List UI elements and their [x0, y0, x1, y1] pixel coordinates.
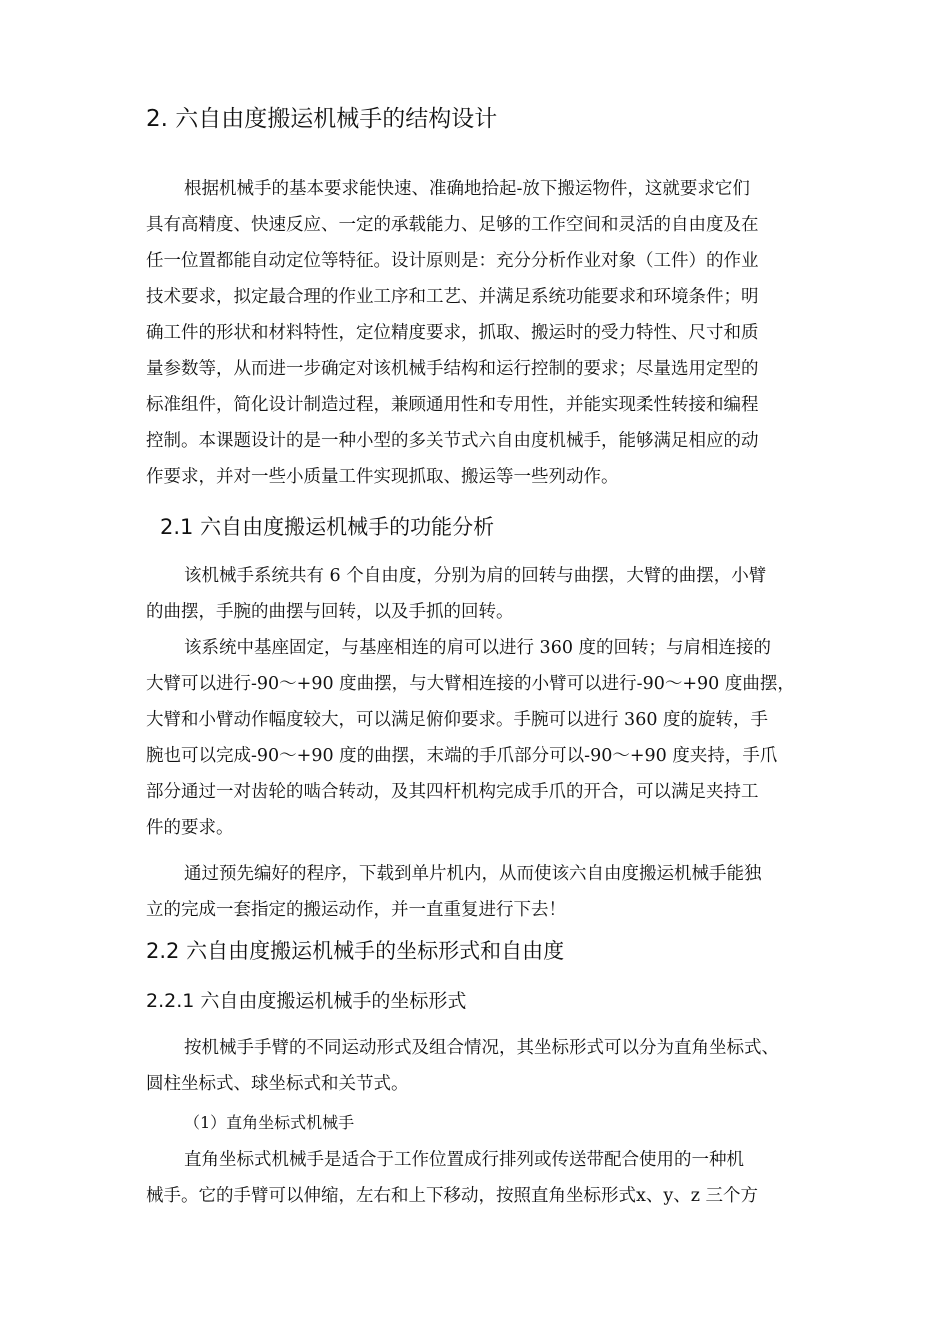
intro-line-6: 量参数等，从而进一步确定对该机械手结构和运行控制的要求；尽量选用定型的 — [146, 359, 759, 379]
intro-line-1: 根据机械手的基本要求能快速、准确地拾起-放下搬运物件，这就要求它们 — [184, 179, 750, 199]
chapter-heading: 2. 六自由度搬运机械手的结构设计 — [146, 106, 498, 132]
sec21-line-3: 该系统中基座固定，与基座相连的肩可以进行 360 度的回转；与肩相连接的 — [184, 638, 772, 658]
sec21-line-4: 大臂可以进行-90～+90 度曲摆，与大臂相连接的小臂可以进行-90～+90 度曲摆， — [146, 674, 795, 694]
sec21-line-7: 部分通过一对齿轮的啮合转动，及其四杆机构完成手爪的开合，可以满足夹持工 — [146, 782, 759, 802]
intro-line-9: 作要求，并对一些小质量工件实现抓取、搬运等一些列动作。 — [146, 467, 619, 487]
sec21-line-10: 立的完成一套指定的搬运动作，并一直重复进行下去！ — [146, 900, 566, 920]
sec221-line-3: （1）直角坐标式机械手 — [184, 1113, 355, 1132]
subsection-heading-2-2-1: 2.2.1 六自由度搬运机械手的坐标形式 — [146, 990, 467, 1012]
sec21-line-8: 件的要求。 — [146, 818, 234, 838]
sec21-line-5: 大臂和小臂动作幅度较大，可以满足俯仰要求。手腕可以进行 360 度的旋转，手 — [146, 710, 769, 730]
sec221-line-4: 直角坐标式机械手是适合于工作位置成行排列或传送带配合使用的一种机 — [184, 1150, 744, 1170]
section-heading-2-2: 2.2 六自由度搬运机械手的坐标形式和自由度 — [146, 939, 565, 963]
intro-line-2: 具有高精度、快速反应、一定的承载能力、足够的工作空间和灵活的自由度及在 — [146, 215, 759, 235]
intro-line-7: 标准组件，简化设计制造过程，兼顾通用性和专用性，并能实现柔性转接和编程 — [146, 395, 759, 415]
intro-line-3: 任一位置都能自动定位等特征。设计原则是：充分分析作业对象（工件）的作业 — [146, 251, 759, 271]
sec221-line-2: 圆柱坐标式、球坐标式和关节式。 — [146, 1074, 409, 1094]
sec21-line-9: 通过预先编好的程序，下载到单片机内，从而使该六自由度搬运机械手能独 — [184, 864, 762, 884]
sec21-line-2: 的曲摆，手腕的曲摆与回转，以及手抓的回转。 — [146, 602, 514, 622]
intro-line-8: 控制。本课题设计的是一种小型的多关节式六自由度机械手，能够满足相应的动 — [146, 431, 759, 451]
intro-line-4: 技术要求，拟定最合理的作业工序和工艺、并满足系统功能要求和环境条件；明 — [146, 287, 759, 307]
sec221-line-1: 按机械手手臂的不同运动形式及组合情况，其坐标形式可以分为直角坐标式、 — [184, 1038, 779, 1058]
sec21-line-6: 腕也可以完成-90～+90 度的曲摆，末端的手爪部分可以-90～+90 度夹持，手爪 — [146, 746, 778, 766]
intro-line-5: 确工件的形状和材料特性，定位精度要求，抓取、搬运时的受力特性、尺寸和质 — [146, 323, 759, 343]
sec221-line-5: 械手。它的手臂可以伸缩，左右和上下移动，按照直角坐标形式x、y、z 三个方 — [146, 1186, 759, 1206]
sec21-line-1: 该机械手系统共有 6 个自由度，分别为肩的回转与曲摆，大臂的曲摆，小臂 — [184, 566, 767, 586]
section-heading-2-1: 2.1 六自由度搬运机械手的功能分析 — [160, 515, 495, 539]
